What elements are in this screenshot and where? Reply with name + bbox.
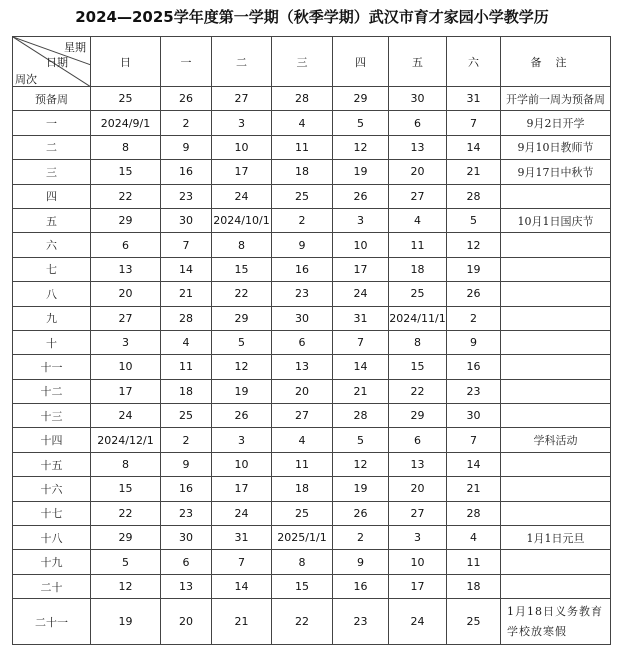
table-row (13, 477, 611, 501)
date-cell: 29 (333, 87, 389, 111)
week-cell: 九 (13, 306, 91, 330)
date-cell: 4 (272, 428, 333, 452)
date-cell: 17 (91, 379, 161, 403)
week-cell: 二 (13, 135, 91, 159)
table-row (13, 135, 611, 159)
day-header-tue: 二 (212, 37, 272, 87)
week-cell: 预备周 (13, 87, 91, 111)
note-cell (501, 233, 611, 257)
date-cell: 13 (91, 257, 161, 281)
date-cell: 31 (333, 306, 389, 330)
date-cell: 21 (333, 379, 389, 403)
note-cell: 9月17日中秋节 (501, 160, 611, 184)
table-row (13, 452, 611, 476)
date-cell: 28 (161, 306, 212, 330)
date-cell: 19 (333, 160, 389, 184)
table-row (13, 428, 611, 452)
date-cell: 27 (91, 306, 161, 330)
date-cell: 27 (272, 404, 333, 428)
date-cell: 3 (212, 111, 272, 135)
corner-weekday-label: 星期 (64, 41, 86, 54)
date-cell: 8 (389, 330, 447, 354)
date-cell: 22 (272, 599, 333, 645)
week-cell: 十四 (13, 428, 91, 452)
date-cell: 5 (333, 111, 389, 135)
date-cell: 2024/12/1 (91, 428, 161, 452)
day-header-mon: 一 (161, 37, 212, 87)
date-cell: 30 (272, 306, 333, 330)
note-cell (501, 550, 611, 574)
note-cell (501, 477, 611, 501)
date-cell: 11 (447, 550, 501, 574)
date-cell: 7 (212, 550, 272, 574)
date-cell: 2 (447, 306, 501, 330)
date-cell: 23 (447, 379, 501, 403)
date-cell: 29 (91, 208, 161, 232)
note-cell (501, 355, 611, 379)
note-cell: 开学前一周为预备周 (501, 87, 611, 111)
week-cell: 十二 (13, 379, 91, 403)
week-cell: 七 (13, 257, 91, 281)
date-cell: 14 (161, 257, 212, 281)
date-cell: 16 (272, 257, 333, 281)
date-cell: 24 (333, 282, 389, 306)
date-cell: 22 (389, 379, 447, 403)
date-cell: 17 (212, 477, 272, 501)
date-cell: 27 (389, 501, 447, 525)
date-cell: 24 (389, 599, 447, 645)
date-cell: 13 (161, 574, 212, 598)
note-cell: 1月18日义务教育学校放寒假 (501, 599, 611, 645)
date-cell: 20 (272, 379, 333, 403)
date-cell: 28 (272, 87, 333, 111)
date-cell: 30 (389, 87, 447, 111)
date-cell: 7 (333, 330, 389, 354)
date-cell: 25 (389, 282, 447, 306)
date-cell: 5 (447, 208, 501, 232)
note-cell: 10月1日国庆节 (501, 208, 611, 232)
note-cell (501, 184, 611, 208)
corner-date-label: 日期 (46, 56, 68, 69)
date-cell: 6 (389, 428, 447, 452)
date-cell: 7 (447, 111, 501, 135)
table-row (13, 550, 611, 574)
date-cell: 28 (447, 184, 501, 208)
date-cell: 5 (333, 428, 389, 452)
date-cell: 18 (447, 574, 501, 598)
date-cell: 8 (91, 452, 161, 476)
table-row (13, 526, 611, 550)
date-cell: 25 (272, 501, 333, 525)
table-row (13, 379, 611, 403)
table-row (13, 355, 611, 379)
date-cell: 10 (333, 233, 389, 257)
date-cell: 15 (91, 477, 161, 501)
date-cell: 16 (161, 160, 212, 184)
date-cell: 14 (333, 355, 389, 379)
date-cell: 21 (447, 160, 501, 184)
date-cell: 12 (333, 135, 389, 159)
date-cell: 30 (447, 404, 501, 428)
corner-cell (13, 37, 91, 87)
date-cell: 2025/1/1 (272, 526, 333, 550)
date-cell: 13 (389, 452, 447, 476)
date-cell: 15 (272, 574, 333, 598)
date-cell: 17 (389, 574, 447, 598)
table-row (13, 574, 611, 598)
date-cell: 4 (161, 330, 212, 354)
date-cell: 8 (91, 135, 161, 159)
date-cell: 19 (212, 379, 272, 403)
note-cell (501, 379, 611, 403)
date-cell: 10 (212, 452, 272, 476)
week-cell: 四 (13, 184, 91, 208)
date-cell: 24 (212, 184, 272, 208)
note-cell (501, 330, 611, 354)
week-cell: 十六 (13, 477, 91, 501)
day-header-thu: 四 (333, 37, 389, 87)
note-cell: 9月10日教师节 (501, 135, 611, 159)
week-cell: 十八 (13, 526, 91, 550)
date-cell: 2024/9/1 (91, 111, 161, 135)
week-cell: 十 (13, 330, 91, 354)
date-cell: 9 (161, 135, 212, 159)
date-cell: 21 (447, 477, 501, 501)
date-cell: 31 (447, 87, 501, 111)
date-cell: 22 (91, 184, 161, 208)
date-cell: 25 (91, 87, 161, 111)
date-cell: 26 (161, 87, 212, 111)
date-cell: 12 (447, 233, 501, 257)
note-cell: 学科活动 (501, 428, 611, 452)
notes-header: 备注 (501, 37, 611, 87)
date-cell: 17 (212, 160, 272, 184)
table-row (13, 257, 611, 281)
date-cell: 26 (447, 282, 501, 306)
date-cell: 14 (447, 135, 501, 159)
date-cell: 24 (91, 404, 161, 428)
date-cell: 10 (389, 550, 447, 574)
week-cell: 二十 (13, 574, 91, 598)
date-cell: 6 (389, 111, 447, 135)
date-cell: 20 (91, 282, 161, 306)
date-cell: 28 (333, 404, 389, 428)
day-header-fri: 五 (389, 37, 447, 87)
date-cell: 19 (91, 599, 161, 645)
week-cell: 十三 (13, 404, 91, 428)
date-cell: 16 (161, 477, 212, 501)
date-cell: 6 (161, 550, 212, 574)
date-cell: 29 (91, 526, 161, 550)
note-cell: 9月2日开学 (501, 111, 611, 135)
note-cell (501, 257, 611, 281)
date-cell: 6 (91, 233, 161, 257)
note-cell (501, 501, 611, 525)
date-cell: 18 (161, 379, 212, 403)
table-row (13, 184, 611, 208)
date-cell: 3 (389, 526, 447, 550)
table-row (13, 160, 611, 184)
date-cell: 21 (212, 599, 272, 645)
date-cell: 23 (272, 282, 333, 306)
date-cell: 3 (212, 428, 272, 452)
date-cell: 5 (91, 550, 161, 574)
date-cell: 8 (272, 550, 333, 574)
week-cell: 三 (13, 160, 91, 184)
date-cell: 21 (161, 282, 212, 306)
date-cell: 10 (212, 135, 272, 159)
date-cell: 25 (161, 404, 212, 428)
page-title: 2024—2025学年度第一学期（秋季学期）武汉市育才家园小学教学历 (75, 8, 549, 26)
date-cell: 25 (272, 184, 333, 208)
week-cell: 十七 (13, 501, 91, 525)
date-cell: 29 (212, 306, 272, 330)
date-cell: 19 (447, 257, 501, 281)
date-cell: 18 (272, 477, 333, 501)
table-row (13, 111, 611, 135)
day-header-sun: 日 (91, 37, 161, 87)
day-header-sat: 六 (447, 37, 501, 87)
date-cell: 28 (447, 501, 501, 525)
date-cell: 11 (389, 233, 447, 257)
date-cell: 24 (212, 501, 272, 525)
corner-week-label: 周次 (15, 73, 37, 86)
date-cell: 20 (389, 477, 447, 501)
date-cell: 11 (272, 452, 333, 476)
table-row (13, 233, 611, 257)
calendar-table (12, 36, 611, 645)
date-cell: 19 (333, 477, 389, 501)
date-cell: 23 (161, 184, 212, 208)
date-cell: 10 (91, 355, 161, 379)
date-cell: 22 (91, 501, 161, 525)
date-cell: 23 (333, 599, 389, 645)
note-cell (501, 452, 611, 476)
date-cell: 25 (447, 599, 501, 645)
note-cell (501, 574, 611, 598)
date-cell: 2024/10/1 (212, 208, 272, 232)
table-row (13, 501, 611, 525)
table-row (13, 330, 611, 354)
date-cell: 22 (212, 282, 272, 306)
date-cell: 12 (212, 355, 272, 379)
date-cell: 16 (447, 355, 501, 379)
date-cell: 9 (447, 330, 501, 354)
date-cell: 4 (389, 208, 447, 232)
day-header-wed: 三 (272, 37, 333, 87)
date-cell: 7 (447, 428, 501, 452)
table-row (13, 599, 611, 645)
date-cell: 26 (333, 501, 389, 525)
date-cell: 9 (333, 550, 389, 574)
date-cell: 17 (333, 257, 389, 281)
date-cell: 31 (212, 526, 272, 550)
date-cell: 26 (212, 404, 272, 428)
date-cell: 27 (389, 184, 447, 208)
date-cell: 9 (161, 452, 212, 476)
date-cell: 14 (212, 574, 272, 598)
date-cell: 12 (333, 452, 389, 476)
date-cell: 9 (272, 233, 333, 257)
note-cell: 1月1日元旦 (501, 526, 611, 550)
date-cell: 14 (447, 452, 501, 476)
date-cell: 13 (272, 355, 333, 379)
date-cell: 2 (161, 428, 212, 452)
date-cell: 7 (161, 233, 212, 257)
week-cell: 五 (13, 208, 91, 232)
date-cell: 2 (161, 111, 212, 135)
date-cell: 4 (272, 111, 333, 135)
table-row (13, 282, 611, 306)
week-cell: 六 (13, 233, 91, 257)
date-cell: 12 (91, 574, 161, 598)
date-cell: 2 (272, 208, 333, 232)
date-cell: 15 (212, 257, 272, 281)
date-cell: 27 (212, 87, 272, 111)
date-cell: 3 (91, 330, 161, 354)
table-row (13, 87, 611, 111)
table-row (13, 404, 611, 428)
date-cell: 8 (212, 233, 272, 257)
date-cell: 29 (389, 404, 447, 428)
table-row (13, 306, 611, 330)
date-cell: 2024/11/1 (389, 306, 447, 330)
week-cell: 十九 (13, 550, 91, 574)
date-cell: 30 (161, 526, 212, 550)
date-cell: 15 (389, 355, 447, 379)
note-cell (501, 282, 611, 306)
date-cell: 23 (161, 501, 212, 525)
note-cell (501, 306, 611, 330)
week-cell: 一 (13, 111, 91, 135)
week-cell: 二十一 (13, 599, 91, 645)
date-cell: 26 (333, 184, 389, 208)
table-row (13, 208, 611, 232)
date-cell: 16 (333, 574, 389, 598)
date-cell: 15 (91, 160, 161, 184)
date-cell: 11 (272, 135, 333, 159)
date-cell: 6 (272, 330, 333, 354)
date-cell: 11 (161, 355, 212, 379)
date-cell: 4 (447, 526, 501, 550)
note-cell (501, 404, 611, 428)
date-cell: 20 (161, 599, 212, 645)
week-cell: 八 (13, 282, 91, 306)
week-cell: 十一 (13, 355, 91, 379)
header-row (13, 37, 611, 87)
date-cell: 3 (333, 208, 389, 232)
date-cell: 13 (389, 135, 447, 159)
date-cell: 18 (389, 257, 447, 281)
week-cell: 十五 (13, 452, 91, 476)
date-cell: 5 (212, 330, 272, 354)
date-cell: 20 (389, 160, 447, 184)
date-cell: 30 (161, 208, 212, 232)
date-cell: 2 (333, 526, 389, 550)
date-cell: 18 (272, 160, 333, 184)
